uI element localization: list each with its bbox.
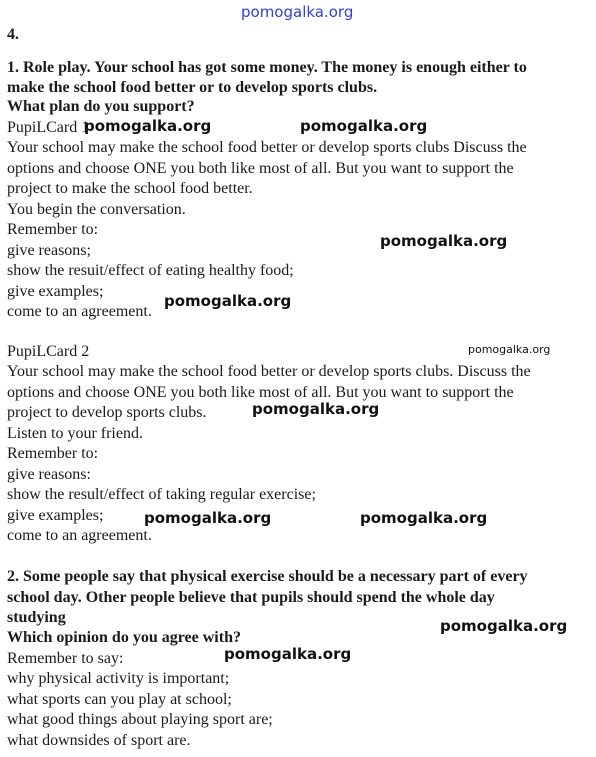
section1-question: What plan do you support? <box>7 98 195 115</box>
watermark: pomogalka.org <box>144 509 272 527</box>
watermark: pomogalka.org <box>468 343 551 356</box>
section1-heading-line2: make the school food better or to develop sports clubs. <box>7 79 378 96</box>
card1-line: project to make the school food better. <box>7 180 253 197</box>
card2-line: Remember to: <box>7 445 99 462</box>
card1-line: give reasons; <box>7 242 91 259</box>
watermark: pomogalka.org <box>380 232 508 250</box>
card1-line: come to an agreement. <box>7 303 152 320</box>
card2-line: Listen to your friend. <box>7 425 143 442</box>
watermark: pomogalka.org <box>164 292 292 310</box>
section2-heading-line2: school day. Other people believe that pupils should spend the whole day <box>7 589 495 606</box>
section2-heading-line1: 2. Some people say that physical exercise should be a necessary part of every <box>7 568 528 585</box>
card2-title: PupiLCard 2 <box>7 343 90 360</box>
watermark: pomogalka.org <box>224 645 352 663</box>
card2-line: show the result/effect of taking regular exercise; <box>7 486 316 503</box>
watermark: pomogalka.org <box>252 400 380 418</box>
watermark: pomogalka.org <box>84 117 212 135</box>
card1-title: PupiLCard 1 <box>7 119 90 136</box>
section2-heading-line3: studying <box>7 609 66 626</box>
section2-line: why physical activity is important; <box>7 670 230 687</box>
card2-line: project to develop sports clubs. <box>7 404 207 421</box>
card2-line: give examples; <box>7 507 104 524</box>
watermark: pomogalka.org <box>360 509 488 527</box>
card1-line: give examples; <box>7 283 104 300</box>
card2-line: give reasons: <box>7 466 91 483</box>
watermark: pomogalka.org <box>300 117 428 135</box>
card1-line: Remember to: <box>7 221 99 238</box>
watermark: pomogalka.org <box>440 617 568 635</box>
card1-line: show the resuit/effect of eating healthy food; <box>7 262 294 279</box>
section2-question: Which opinion do you agree with? <box>7 629 241 646</box>
card1-line: Your school may make the school food better or develop sports clubs Discuss the <box>7 139 527 156</box>
watermark-top: pomogalka.org <box>241 3 354 21</box>
section2-line: what good things about playing sport are; <box>7 711 273 728</box>
card1-line: options and choose ONE you both like most of all. But you want to support the <box>7 160 514 177</box>
card2-line: come to an agreement. <box>7 527 152 544</box>
card1-line: You begin the conversation. <box>7 201 186 218</box>
section1-heading-line1: 1. Role play. Your school has got some money. The money is enough either to <box>7 59 527 76</box>
card2-line: Your school may make the school food better or develop sports clubs. Discuss the <box>7 363 531 380</box>
task-number: 4. <box>7 26 19 43</box>
card2-line: options and choose ONE you both like most of all. But you want to support the <box>7 384 514 401</box>
section2-line: Remember to say: <box>7 650 124 667</box>
section2-line: what sports can you play at school; <box>7 691 232 708</box>
section2-line: what downsides of sport are. <box>7 732 191 749</box>
